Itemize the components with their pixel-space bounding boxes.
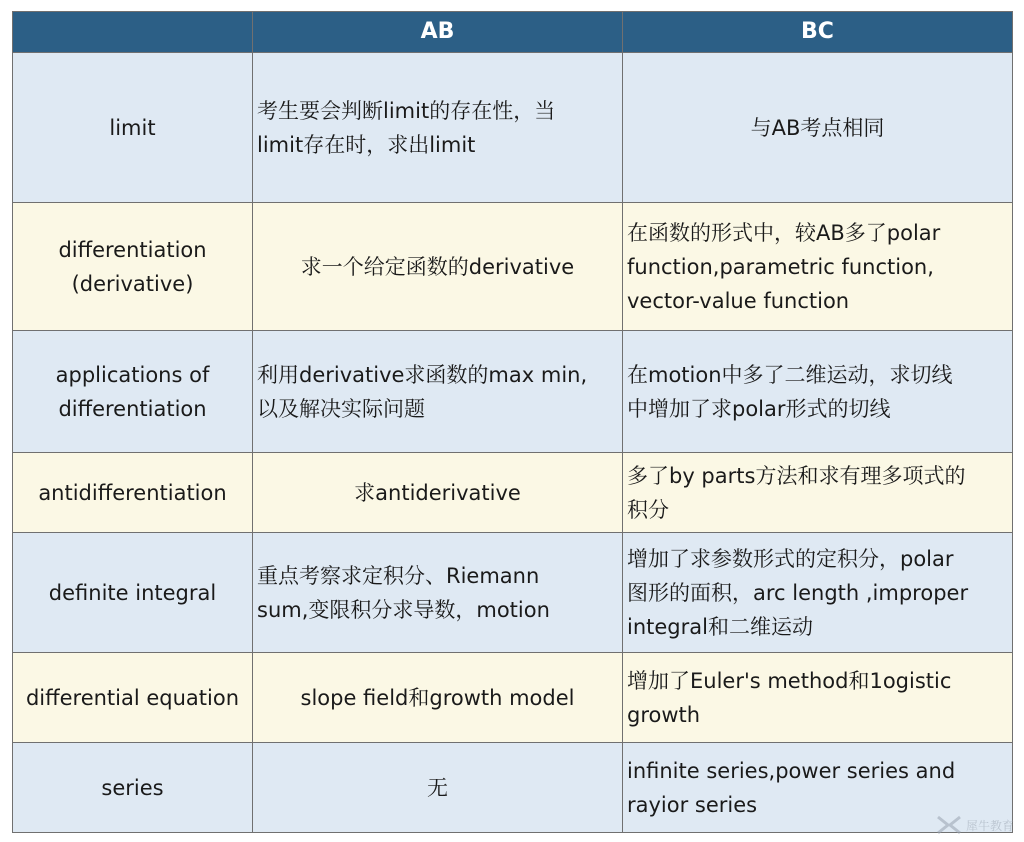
table-row — [13, 331, 1013, 453]
ab-cell: 无 — [253, 743, 623, 833]
rhino-logo-icon — [936, 814, 962, 836]
bc-cell: 与AB考点相同 — [623, 53, 1013, 203]
topic-cell: series — [13, 743, 253, 833]
bc-cell: infinite series,power series and rayior series — [623, 743, 1013, 833]
bc-cell: 在函数的形式中，较AB多了polar function,parametric function, vector-value function — [623, 203, 1013, 331]
bc-cell: 在motion中多了二维运动，求切线 中增加了求polar形式的切线 — [623, 331, 1013, 453]
table-row — [13, 53, 1013, 203]
header-cell-topic — [13, 12, 253, 53]
topic-cell: differentiation (derivative) — [13, 203, 253, 331]
comparison-table — [12, 11, 1013, 833]
table-row — [13, 533, 1013, 653]
topic-cell: antidifferentiation — [13, 453, 253, 533]
table-row — [13, 653, 1013, 743]
table-row — [13, 743, 1013, 833]
ab-cell: 重点考察求定积分、Riemann sum,变限积分求导数，motion — [253, 533, 623, 653]
ab-cell: 利用derivative求函数的max min, 以及解决实际问题 — [253, 331, 623, 453]
topic-cell: differential equation — [13, 653, 253, 743]
table-row — [13, 453, 1013, 533]
ab-cell: 求antiderivative — [253, 453, 623, 533]
header-cell-bc: BC — [623, 12, 1013, 53]
header-row — [13, 12, 1013, 53]
watermark — [936, 814, 1014, 836]
ab-cell: 考生要会判断limit的存在性，当 limit存在时，求出limit — [253, 53, 623, 203]
ab-cell: 求一个给定函数的derivative — [253, 203, 623, 331]
bc-cell: 增加了Euler's method和1ogistic growth — [623, 653, 1013, 743]
header-cell-ab: AB — [253, 12, 623, 53]
topic-cell: definite integral — [13, 533, 253, 653]
bc-cell: 多了by parts方法和求有理多项式的 积分 — [623, 453, 1013, 533]
topic-cell: applications of differentiation — [13, 331, 253, 453]
table-row — [13, 203, 1013, 331]
ab-cell: slope field和growth model — [253, 653, 623, 743]
bc-cell: 增加了求参数形式的定积分，polar 图形的面积，arc length ,improper integral和二维运动 — [623, 533, 1013, 653]
topic-cell: limit — [13, 53, 253, 203]
watermark-text: 犀牛教育 — [965, 818, 1014, 833]
